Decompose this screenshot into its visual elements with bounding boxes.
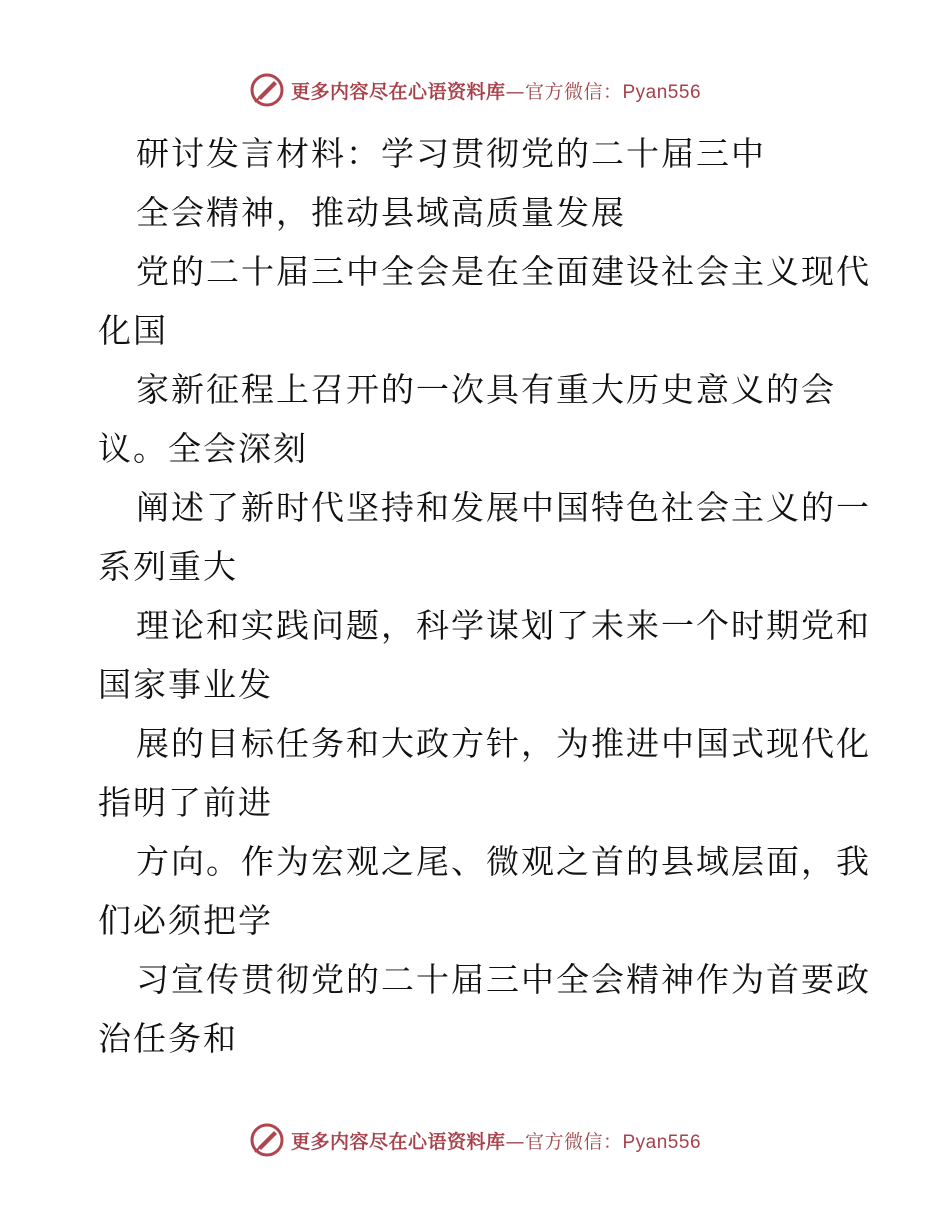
body-line: 习宣传贯彻党的二十届三中全会精神作为首要政 bbox=[136, 960, 871, 999]
body-line: 治任务和 bbox=[98, 1019, 238, 1058]
footer-promo-text: 更多内容尽在心语资料库 bbox=[290, 1130, 506, 1153]
body-line: 阐述了新时代坚持和发展中国特色社会主义的一 bbox=[136, 488, 871, 527]
body-line: 党的二十届三中全会是在全面建设社会主义现代 bbox=[136, 252, 871, 291]
body-line: 方向。作为宏观之尾、微观之首的县域层面，我 bbox=[136, 842, 871, 881]
body-line: 化国 bbox=[98, 311, 168, 350]
title-line-2: 全会精神，推动县域高质量发展 bbox=[136, 193, 626, 232]
header-separator: — bbox=[505, 80, 525, 103]
header-contact-label: 官方微信： bbox=[524, 80, 623, 103]
document-body bbox=[98, 124, 871, 1068]
pen-logo-icon bbox=[249, 1122, 285, 1158]
body-line: 国家事业发 bbox=[98, 665, 273, 704]
footer-separator: — bbox=[505, 1130, 525, 1153]
title-line-1: 研讨发言材料：学习贯彻党的二十届三中 bbox=[136, 134, 766, 173]
body-line: 指明了前进 bbox=[98, 783, 273, 822]
header-promo bbox=[291, 77, 701, 104]
footer-contact-id: Pyan556 bbox=[622, 1131, 702, 1153]
header-banner bbox=[0, 70, 950, 110]
footer-contact-label: 官方微信： bbox=[524, 1130, 623, 1153]
body-line: 展的目标任务和大政方针，为推进中国式现代化 bbox=[136, 724, 871, 763]
footer-promo bbox=[291, 1127, 701, 1154]
header-contact-id: Pyan556 bbox=[622, 81, 702, 103]
body-line: 系列重大 bbox=[98, 547, 238, 586]
header-promo-text: 更多内容尽在心语资料库 bbox=[290, 80, 506, 103]
body-line: 理论和实践问题，科学谋划了未来一个时期党和 bbox=[136, 606, 871, 645]
body-line: 议。全会深刻 bbox=[98, 429, 308, 468]
footer-banner bbox=[0, 1120, 950, 1160]
body-line: 家新征程上召开的一次具有重大历史意义的会 bbox=[136, 370, 836, 409]
pen-logo-icon bbox=[249, 72, 285, 108]
body-line: 们必须把学 bbox=[98, 901, 273, 940]
